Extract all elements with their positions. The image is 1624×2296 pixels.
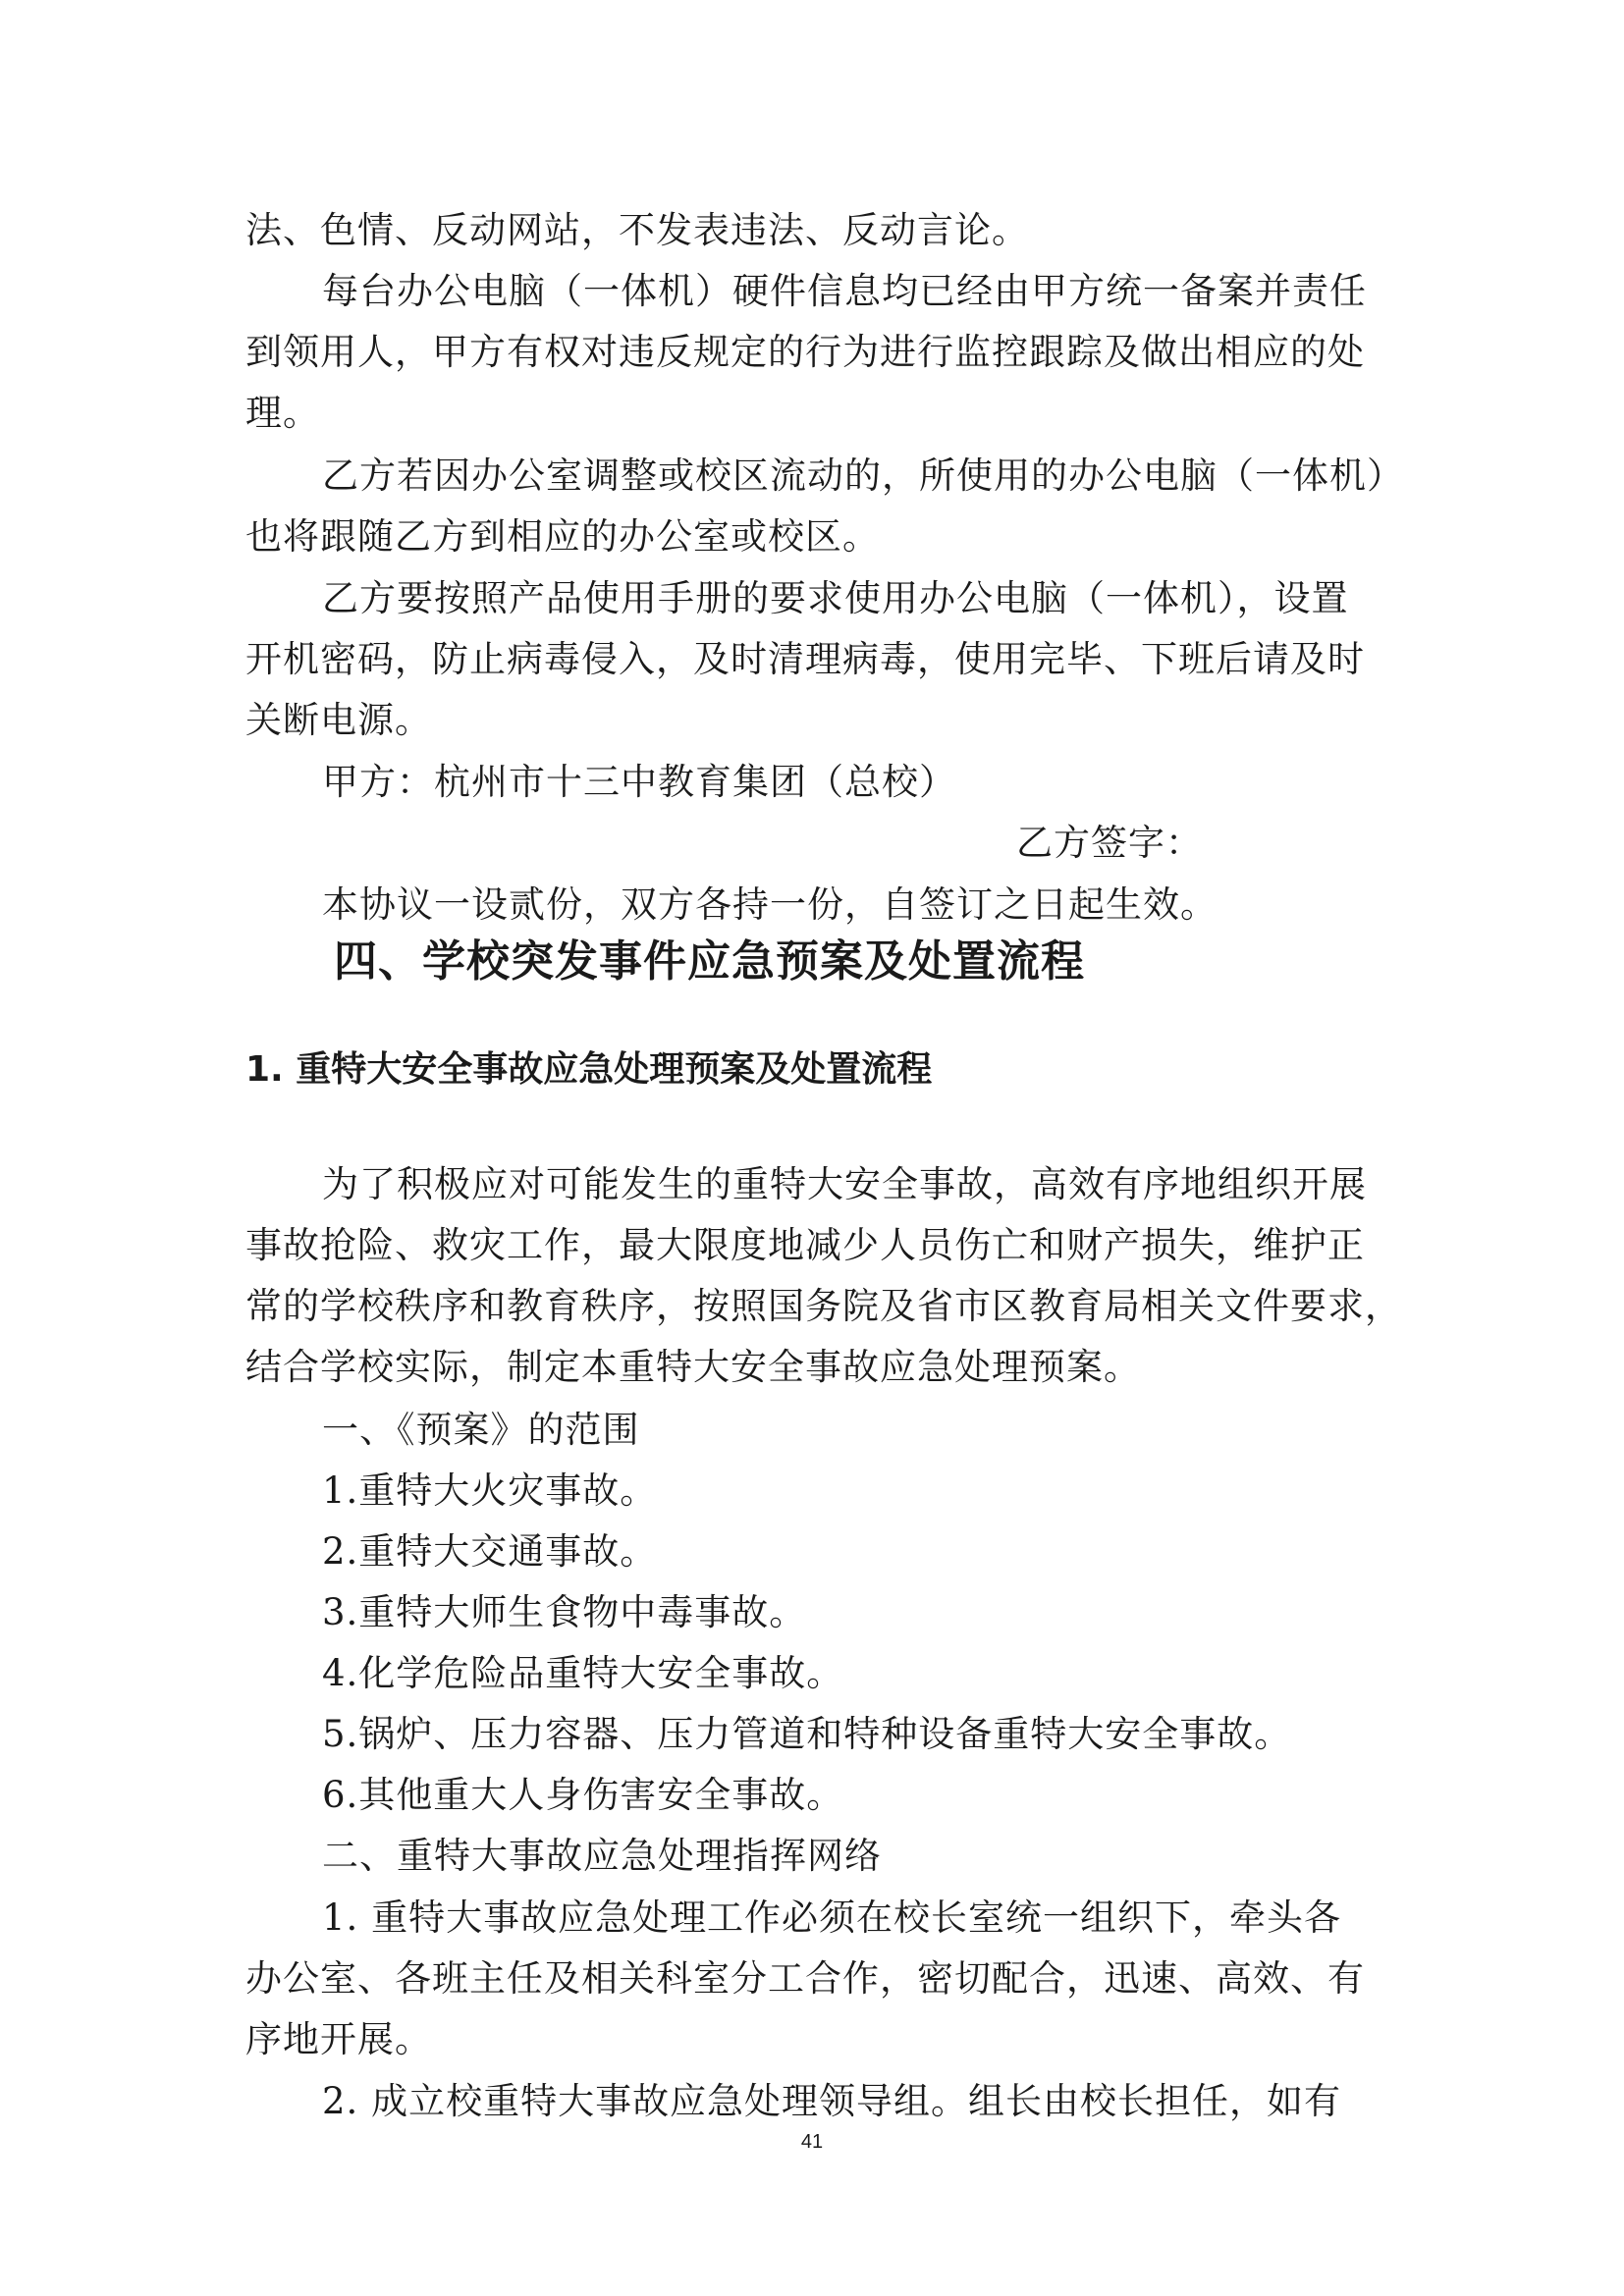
subsection-title: 1. 重特大安全事故应急处理预案及处置流程 bbox=[245, 1049, 933, 1090]
agreement-validity-line: 本协议一设贰份，双方各持一份，自签订之日起生效。 bbox=[322, 883, 1218, 926]
hardware-para-line-1: 每台办公电脑（一体机）硬件信息均已经由甲方统一备案并责任 bbox=[322, 270, 1367, 312]
usage-para-line-3: 关断电源。 bbox=[245, 699, 432, 741]
scope-heading: 一、《预案》的范围 bbox=[322, 1409, 640, 1451]
party-b-signature-line: 乙方签字： bbox=[1016, 822, 1203, 864]
network-item2-line-1: 2. 成立校重特大事故应急处理领导组。组长由校长担任，如有 bbox=[322, 2080, 1342, 2122]
scope-item: 1.重特大火灾事故。 bbox=[322, 1469, 658, 1512]
scope-item: 4.化学危险品重特大安全事故。 bbox=[322, 1652, 844, 1694]
usage-para-line-1: 乙方要按照产品使用手册的要求使用办公电脑（一体机），设置 bbox=[322, 577, 1349, 619]
scope-item: 3.重特大师生食物中毒事故。 bbox=[322, 1591, 807, 1633]
intro-line-3: 常的学校秩序和教育秩序，按照国务院及省市区教育局相关文件要求， bbox=[245, 1285, 1402, 1327]
scope-item: 2.重特大交通事故。 bbox=[322, 1530, 658, 1573]
hardware-para-line-2: 到领用人，甲方有权对违反规定的行为进行监控跟踪及做出相应的处 bbox=[245, 331, 1365, 373]
hardware-para-line-3: 理。 bbox=[245, 392, 320, 434]
scope-item: 5.锅炉、压力容器、压力管道和特种设备重特大安全事故。 bbox=[322, 1713, 1292, 1755]
network-item1-line-3: 序地开展。 bbox=[245, 2018, 432, 2060]
intro-line-1: 为了积极应对可能发生的重特大安全事故，高效有序地组织开展 bbox=[322, 1163, 1367, 1205]
network-item1-line-2: 办公室、各班主任及相关科室分工合作，密切配合，迅速、高效、有 bbox=[245, 1957, 1365, 2000]
relocation-para-line-1: 乙方若因办公室调整或校区流动的，所使用的办公电脑（一体机） bbox=[322, 454, 1404, 497]
party-a-line: 甲方：杭州市十三中教育集团（总校） bbox=[322, 761, 956, 803]
section-title: 四、学校突发事件应急预案及处置流程 bbox=[334, 936, 1085, 987]
usage-para-line-2: 开机密码，防止病毒侵入，及时清理病毒，使用完毕、下班后请及时 bbox=[245, 638, 1365, 680]
page-number: 41 bbox=[800, 2131, 824, 2153]
intro-line-2: 事故抢险、救灾工作，最大限度地减少人员伤亡和财产损失，维护正 bbox=[245, 1224, 1365, 1266]
intro-line-4: 结合学校实际，制定本重特大安全事故应急处理预案。 bbox=[245, 1346, 1141, 1388]
network-heading: 二、重特大事故应急处理指挥网络 bbox=[322, 1835, 882, 1877]
continued-text-line: 法、色情、反动网站，不发表违法、反动言论。 bbox=[245, 209, 1029, 251]
relocation-para-line-2: 也将跟随乙方到相应的办公室或校区。 bbox=[245, 515, 880, 558]
network-item1-line-1: 1. 重特大事故应急处理工作必须在校长室统一组织下，牵头各 bbox=[322, 1896, 1342, 1939]
scope-item: 6.其他重大人身伤害安全事故。 bbox=[322, 1774, 844, 1816]
